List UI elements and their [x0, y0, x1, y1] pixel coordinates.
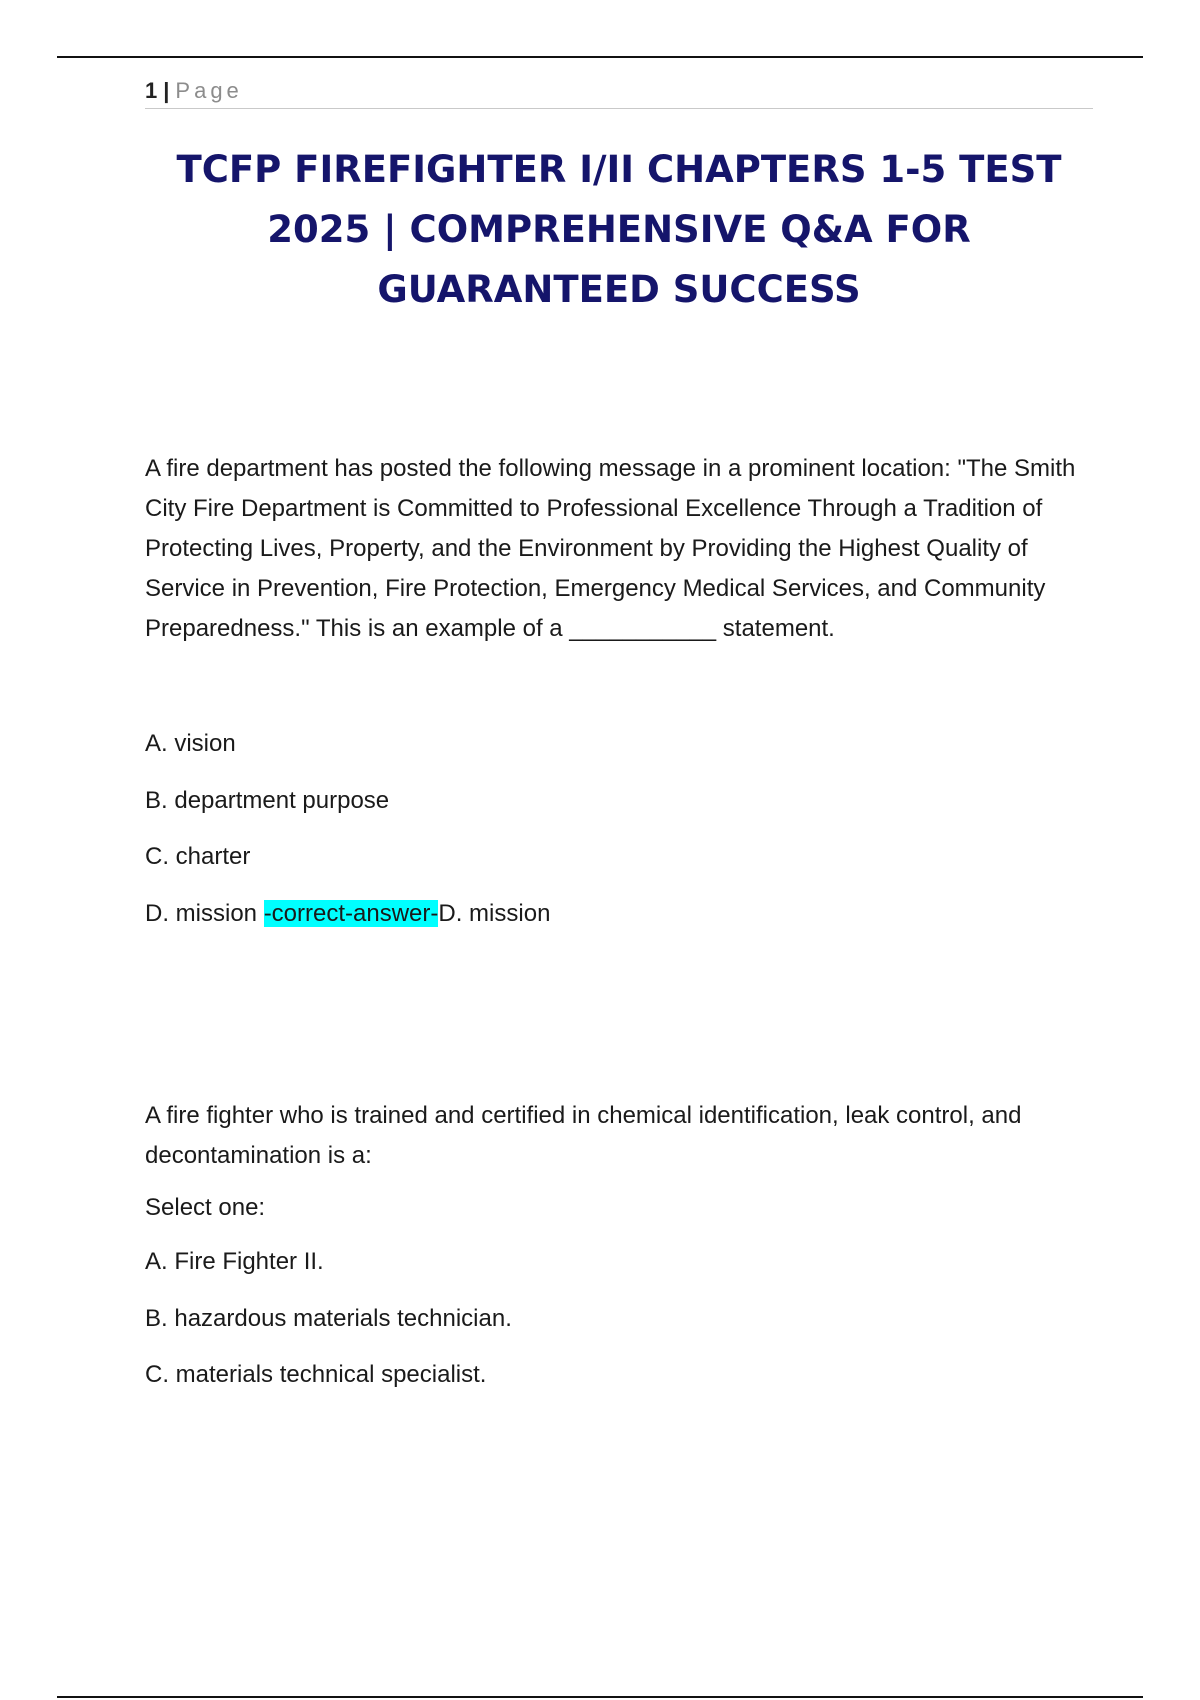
question-1 — [145, 449, 1093, 954]
bottom-page-rule — [57, 1696, 1143, 1698]
question-1-option-d-label: D. mission — [145, 899, 264, 927]
question-2-option-c: C. materials technical specialist. — [145, 1361, 487, 1388]
question-2-options — [145, 1246, 1093, 1391]
title-line-1: TCFP FIREFIGHTER I/II CHAPTERS 1-5 TEST — [176, 148, 1062, 191]
page-separator: | — [163, 78, 170, 103]
title-line-2: 2025 | COMPREHENSIVE Q&A FOR — [267, 208, 971, 251]
question-1-option-c: C. charter — [145, 843, 251, 870]
page-number: 1 — [145, 78, 158, 103]
question-1-stem: A fire department has posted the following message in a prominent location: "The Smith City Fire Department is Committed to Professional Excellence Through a Tradition of Protecting Lives, Property, and the Environment by Providing the Highest Quality of Service in Prevention, Fire Protection, Emergency Medical Services, and Community Preparedness." This is an example of a ___________ statement. — [145, 455, 1076, 642]
question-2-prompt: Select one: — [145, 1194, 266, 1221]
question-1-options — [145, 728, 1093, 930]
question-2-option-a: A. Fire Fighter II. — [145, 1248, 324, 1275]
question-2 — [145, 1096, 1093, 1416]
top-page-rule — [57, 56, 1143, 58]
page-label: Page — [175, 78, 243, 103]
title-line-3: GUARANTEED SUCCESS — [377, 268, 861, 311]
question-1-option-a: A. vision — [145, 730, 236, 757]
question-1-option-b: B. department purpose — [145, 786, 390, 814]
question-2-option-b: B. hazardous materials technician. — [145, 1304, 512, 1332]
document-title — [145, 140, 1093, 320]
correct-answer-marker: -correct-answer- — [263, 899, 439, 927]
question-1-option-d — [145, 898, 1093, 930]
correct-answer-text: D. mission — [438, 899, 551, 927]
question-2-stem: A fire fighter who is trained and certified in chemical identification, leak control, and decontamination is a: — [145, 1102, 1022, 1169]
page-header — [145, 74, 1093, 109]
